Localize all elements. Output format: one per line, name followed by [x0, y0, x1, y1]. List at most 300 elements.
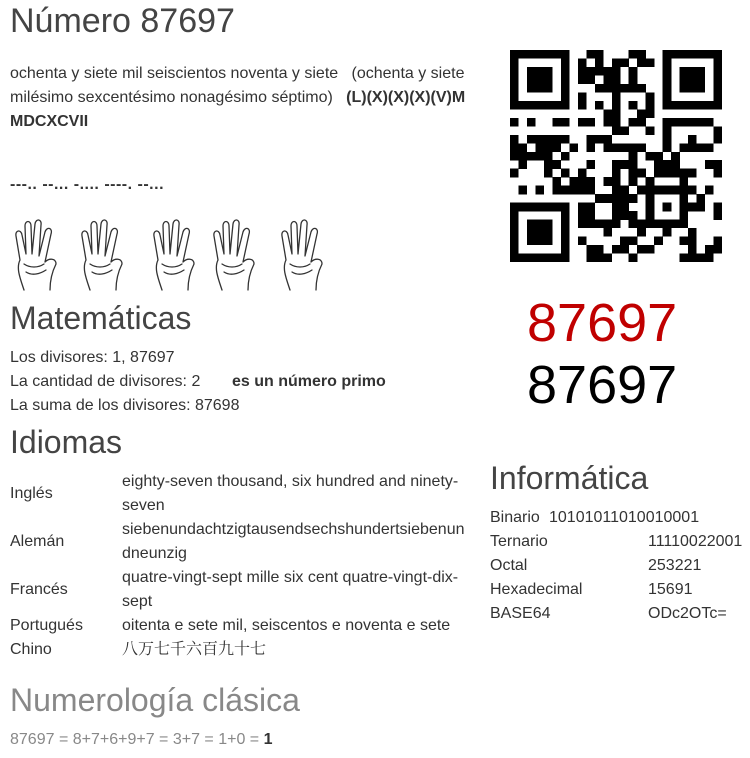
qr-module — [629, 143, 638, 152]
qr-module — [552, 135, 561, 144]
qr-module — [688, 135, 697, 144]
qr-module — [663, 203, 672, 212]
qr-module — [688, 169, 697, 178]
qr-module — [714, 58, 722, 67]
qr-module — [578, 237, 587, 246]
qr-module — [680, 177, 689, 186]
language-name: Francés — [10, 581, 68, 598]
spanish-words: ochenta y siete mil seiscientos noventa y siete — [10, 65, 339, 82]
qr-module — [646, 101, 655, 110]
qr-module — [646, 126, 655, 135]
informatics-section-title: Informática — [490, 460, 649, 496]
qr-module — [680, 101, 689, 110]
qr-module — [527, 237, 536, 246]
qr-module — [518, 152, 527, 161]
qr-module — [663, 169, 672, 178]
qr-module — [612, 245, 621, 254]
qr-module — [552, 203, 561, 212]
qr-module — [569, 177, 578, 186]
qr-module — [680, 211, 689, 220]
qr-module — [680, 75, 689, 84]
qr-module — [561, 237, 570, 246]
qr-module — [620, 126, 629, 135]
qr-module — [561, 211, 570, 220]
qr-module — [510, 118, 519, 127]
qr-module — [646, 186, 655, 195]
qr-module — [663, 160, 672, 169]
qr-module — [586, 50, 595, 59]
qr-module — [697, 143, 706, 152]
qr-module — [629, 237, 638, 246]
qr-module — [705, 186, 714, 195]
qr-module — [561, 101, 570, 110]
qr-module — [595, 245, 604, 254]
qr-module — [663, 126, 672, 135]
language-name: Alemán — [10, 533, 65, 550]
qr-module — [586, 160, 595, 169]
qr-module — [586, 118, 595, 127]
qr-module — [510, 254, 519, 262]
qr-module — [561, 92, 570, 101]
qr-module — [671, 50, 680, 59]
qr-module — [612, 177, 621, 186]
info-row-base64 — [490, 602, 745, 626]
qr-module — [629, 84, 638, 93]
qr-module — [527, 101, 536, 110]
info-name: BASE64 — [490, 605, 551, 622]
qr-module — [714, 203, 722, 212]
qr-module — [544, 75, 553, 84]
qr-module — [620, 211, 629, 220]
qr-module — [637, 58, 646, 67]
qr-module — [637, 186, 646, 195]
qr-module — [535, 50, 544, 59]
qr-module — [578, 58, 587, 67]
qr-module — [527, 228, 536, 237]
qr-module — [620, 160, 629, 169]
qr-module — [603, 143, 612, 152]
qr-module — [663, 186, 672, 195]
qr-module — [620, 194, 629, 203]
number-words — [10, 62, 480, 134]
qr-module — [637, 118, 646, 127]
qr-module — [578, 118, 587, 127]
qr-module — [544, 84, 553, 93]
qr-module — [680, 118, 689, 127]
qr-module — [629, 194, 638, 203]
qr-module — [578, 92, 587, 101]
qr-module — [697, 67, 706, 76]
qr-module — [544, 254, 553, 262]
info-value: 10101011010010001 — [549, 509, 700, 526]
qr-module — [586, 177, 595, 186]
qr-module — [518, 143, 527, 152]
qr-module — [680, 50, 689, 59]
qr-module — [510, 143, 519, 152]
qr-module — [612, 67, 621, 76]
qr-module — [586, 203, 595, 212]
qr-module — [646, 211, 655, 220]
qr-module — [612, 160, 621, 169]
qr-module — [637, 109, 646, 118]
qr-module — [688, 67, 697, 76]
qr-module — [629, 152, 638, 161]
qr-module — [663, 92, 672, 101]
divisor-count-line: La cantidad de divisores: 2 — [10, 373, 201, 390]
qr-module — [646, 220, 655, 229]
qr-module — [629, 211, 638, 220]
qr-module — [680, 186, 689, 195]
qr-module — [561, 58, 570, 67]
language-row-portuguese — [10, 614, 470, 638]
qr-module — [552, 101, 561, 110]
info-name: Hexadecimal — [490, 581, 583, 598]
qr-module — [620, 237, 629, 246]
qr-module — [518, 101, 527, 110]
qr-module — [714, 75, 722, 84]
info-row-octal — [490, 554, 745, 578]
qr-module — [663, 118, 672, 127]
info-name: Ternario — [490, 533, 548, 550]
qr-module — [535, 186, 544, 195]
qr-module — [646, 245, 655, 254]
hand-9-icon — [214, 220, 254, 290]
qr-module — [688, 245, 697, 254]
qr-module — [510, 58, 519, 67]
qr-code-icon[interactable] — [510, 50, 722, 262]
qr-module — [705, 254, 714, 262]
qr-module — [612, 58, 621, 67]
hand-7-icon — [82, 220, 122, 290]
qr-module — [663, 58, 672, 67]
qr-module — [595, 194, 604, 203]
qr-module — [688, 50, 697, 59]
qr-module — [595, 84, 604, 93]
qr-module — [569, 143, 578, 152]
qr-module — [705, 50, 714, 59]
qr-module — [603, 254, 612, 262]
qr-module — [671, 152, 680, 161]
qr-module — [544, 152, 553, 161]
qr-module — [510, 237, 519, 246]
qr-module — [705, 118, 714, 127]
qr-module — [714, 84, 722, 93]
qr-module — [578, 203, 587, 212]
qr-module — [646, 194, 655, 203]
info-row-binary — [490, 506, 745, 530]
qr-module — [620, 245, 629, 254]
qr-module — [603, 84, 612, 93]
qr-module — [612, 186, 621, 195]
qr-module — [586, 135, 595, 144]
qr-module — [535, 152, 544, 161]
qr-module — [714, 101, 722, 110]
qr-module — [671, 186, 680, 195]
qr-module — [714, 211, 722, 220]
math-section-title: Matemáticas — [10, 300, 192, 336]
qr-module — [688, 84, 697, 93]
qr-module — [714, 67, 722, 76]
qr-module — [671, 118, 680, 127]
qr-module — [527, 67, 536, 76]
numerology-equation — [10, 731, 273, 749]
qr-module — [603, 67, 612, 76]
qr-module — [552, 160, 561, 169]
qr-module — [552, 186, 561, 195]
qr-module — [714, 92, 722, 101]
qr-module — [680, 169, 689, 178]
qr-module — [680, 203, 689, 212]
qr-module — [714, 245, 722, 254]
qr-module — [518, 254, 527, 262]
qr-module — [688, 118, 697, 127]
qr-module — [612, 220, 621, 229]
qr-module — [561, 152, 570, 161]
qr-module — [561, 169, 570, 178]
language-name: Inglés — [10, 485, 53, 502]
qr-module — [535, 228, 544, 237]
qr-module — [654, 186, 663, 195]
qr-module — [646, 92, 655, 101]
qr-module — [663, 228, 672, 237]
qr-module — [544, 228, 553, 237]
qr-module — [518, 160, 527, 169]
qr-module — [688, 203, 697, 212]
qr-module — [552, 177, 561, 186]
qr-module — [544, 135, 553, 144]
numerology-result: 1 — [263, 731, 273, 748]
qr-module — [578, 67, 587, 76]
divisor-sum-line: La suma de los divisores: 87698 — [10, 397, 240, 414]
qr-module — [552, 118, 561, 127]
qr-module — [629, 177, 638, 186]
qr-module — [603, 75, 612, 84]
page-title: Número 87697 — [10, 2, 235, 40]
qr-module — [688, 186, 697, 195]
qr-module — [578, 177, 587, 186]
qr-module — [612, 75, 621, 84]
qr-module — [578, 211, 587, 220]
qr-module — [714, 160, 722, 169]
qr-module — [552, 143, 561, 152]
qr-module — [688, 75, 697, 84]
qr-module — [527, 84, 536, 93]
language-value: oitenta e sete mil, seiscentos e noventa e sete — [122, 617, 451, 634]
qr-module — [688, 254, 697, 262]
info-name: Octal — [490, 557, 528, 574]
qr-module — [671, 220, 680, 229]
language-row-french — [10, 566, 470, 614]
qr-module — [578, 75, 587, 84]
qr-module — [510, 169, 519, 178]
qr-module — [637, 220, 646, 229]
qr-module — [561, 203, 570, 212]
qr-module — [612, 109, 621, 118]
qr-module — [595, 58, 604, 67]
qr-module — [697, 194, 706, 203]
qr-module — [586, 220, 595, 229]
qr-module — [646, 203, 655, 212]
qr-module — [578, 186, 587, 195]
qr-module — [697, 101, 706, 110]
language-value: siebenundachtzigtausendsechshundertsiebenun dneunzig — [122, 521, 465, 562]
qr-module — [705, 245, 714, 254]
qr-module — [544, 169, 553, 178]
qr-module — [535, 67, 544, 76]
qr-module — [697, 75, 706, 84]
qr-module — [680, 254, 689, 262]
qr-module — [697, 203, 706, 212]
qr-module — [663, 135, 672, 144]
qr-module — [620, 203, 629, 212]
qr-module — [612, 126, 621, 135]
qr-module — [646, 177, 655, 186]
qr-module — [637, 228, 646, 237]
qr-module — [620, 58, 629, 67]
qr-module — [663, 50, 672, 59]
qr-module — [527, 220, 536, 229]
qr-module — [561, 75, 570, 84]
qr-module — [654, 169, 663, 178]
qr-module — [518, 186, 527, 195]
qr-module — [544, 67, 553, 76]
qr-module — [544, 143, 553, 152]
qr-module — [629, 169, 638, 178]
qr-module — [629, 75, 638, 84]
qr-module — [620, 143, 629, 152]
qr-module — [654, 220, 663, 229]
qr-module — [561, 50, 570, 59]
qr-module — [510, 245, 519, 254]
qr-module — [510, 92, 519, 101]
language-row-german — [10, 518, 470, 566]
qr-module — [510, 67, 519, 76]
qr-module — [671, 169, 680, 178]
qr-module — [646, 58, 655, 67]
qr-module — [688, 101, 697, 110]
qr-module — [527, 75, 536, 84]
qr-module — [535, 254, 544, 262]
qr-module — [595, 101, 604, 110]
qr-module — [586, 254, 595, 262]
prime-badge: es un número primo — [232, 373, 386, 390]
qr-module — [663, 101, 672, 110]
info-value: ODc2OTc= — [648, 605, 727, 622]
qr-module — [697, 254, 706, 262]
qr-module — [586, 67, 595, 76]
qr-module — [544, 101, 553, 110]
roman-big: (L)(X)(X)(X)(V)M — [346, 89, 466, 106]
qr-module — [561, 118, 570, 127]
qr-module — [561, 254, 570, 262]
qr-module — [510, 220, 519, 229]
language-name: Portugués — [10, 617, 83, 634]
qr-module — [620, 84, 629, 93]
qr-module — [714, 126, 722, 135]
qr-module — [637, 169, 646, 178]
qr-module — [646, 109, 655, 118]
qr-module — [671, 160, 680, 169]
qr-module — [535, 203, 544, 212]
qr-module — [527, 203, 536, 212]
qr-module — [603, 109, 612, 118]
qr-module — [637, 84, 646, 93]
ordinal-words: (ochenta y siete milésimo sexcentésimo nonagésimo séptimo) — [10, 65, 465, 106]
qr-module — [697, 84, 706, 93]
qr-module — [612, 169, 621, 178]
qr-module — [586, 186, 595, 195]
qr-module — [595, 135, 604, 144]
qr-module — [561, 245, 570, 254]
qr-module — [680, 143, 689, 152]
qr-module — [552, 50, 561, 59]
qr-module — [535, 101, 544, 110]
qr-module — [612, 203, 621, 212]
divisors-line: Los divisores: 1, 87697 — [10, 349, 175, 366]
language-row-chinese — [10, 638, 470, 662]
qr-module — [510, 75, 519, 84]
qr-module — [527, 118, 536, 127]
qr-module — [705, 101, 714, 110]
qr-module — [544, 160, 553, 169]
hand-counting-icon — [10, 214, 330, 292]
roman-numeral: MDCXCVII — [10, 113, 89, 130]
qr-module — [595, 50, 604, 59]
qr-module — [535, 84, 544, 93]
info-name: Binario — [490, 509, 540, 526]
qr-module — [586, 245, 595, 254]
qr-module — [510, 211, 519, 220]
qr-module — [612, 194, 621, 203]
qr-module — [535, 143, 544, 152]
qr-module — [603, 194, 612, 203]
languages-section-title: Idiomas — [10, 424, 123, 460]
qr-module — [637, 50, 646, 59]
qr-module — [646, 152, 655, 161]
qr-module — [654, 237, 663, 246]
qr-module — [697, 50, 706, 59]
qr-module — [680, 220, 689, 229]
qr-module — [595, 254, 604, 262]
language-value: eighty-seven thousand, six hundred and ninety-seven — [122, 473, 459, 514]
qr-module — [544, 203, 553, 212]
qr-module — [612, 84, 621, 93]
qr-module — [586, 75, 595, 84]
qr-module — [680, 237, 689, 246]
qr-module — [561, 135, 570, 144]
qr-module — [637, 143, 646, 152]
qr-module — [510, 50, 519, 59]
qr-module — [688, 143, 697, 152]
qr-module — [544, 237, 553, 246]
qr-module — [603, 177, 612, 186]
qr-module — [510, 135, 519, 144]
qr-module — [561, 84, 570, 93]
qr-module — [569, 186, 578, 195]
qr-module — [603, 220, 612, 229]
qr-module — [535, 135, 544, 144]
qr-module — [620, 186, 629, 195]
qr-module — [629, 160, 638, 169]
qr-module — [697, 118, 706, 127]
qr-module — [629, 50, 638, 59]
qr-module — [603, 228, 612, 237]
numerology-section-title: Numerología clásica — [10, 682, 300, 718]
qr-module — [612, 101, 621, 110]
qr-module — [612, 92, 621, 101]
qr-module — [671, 101, 680, 110]
qr-module — [714, 50, 722, 59]
